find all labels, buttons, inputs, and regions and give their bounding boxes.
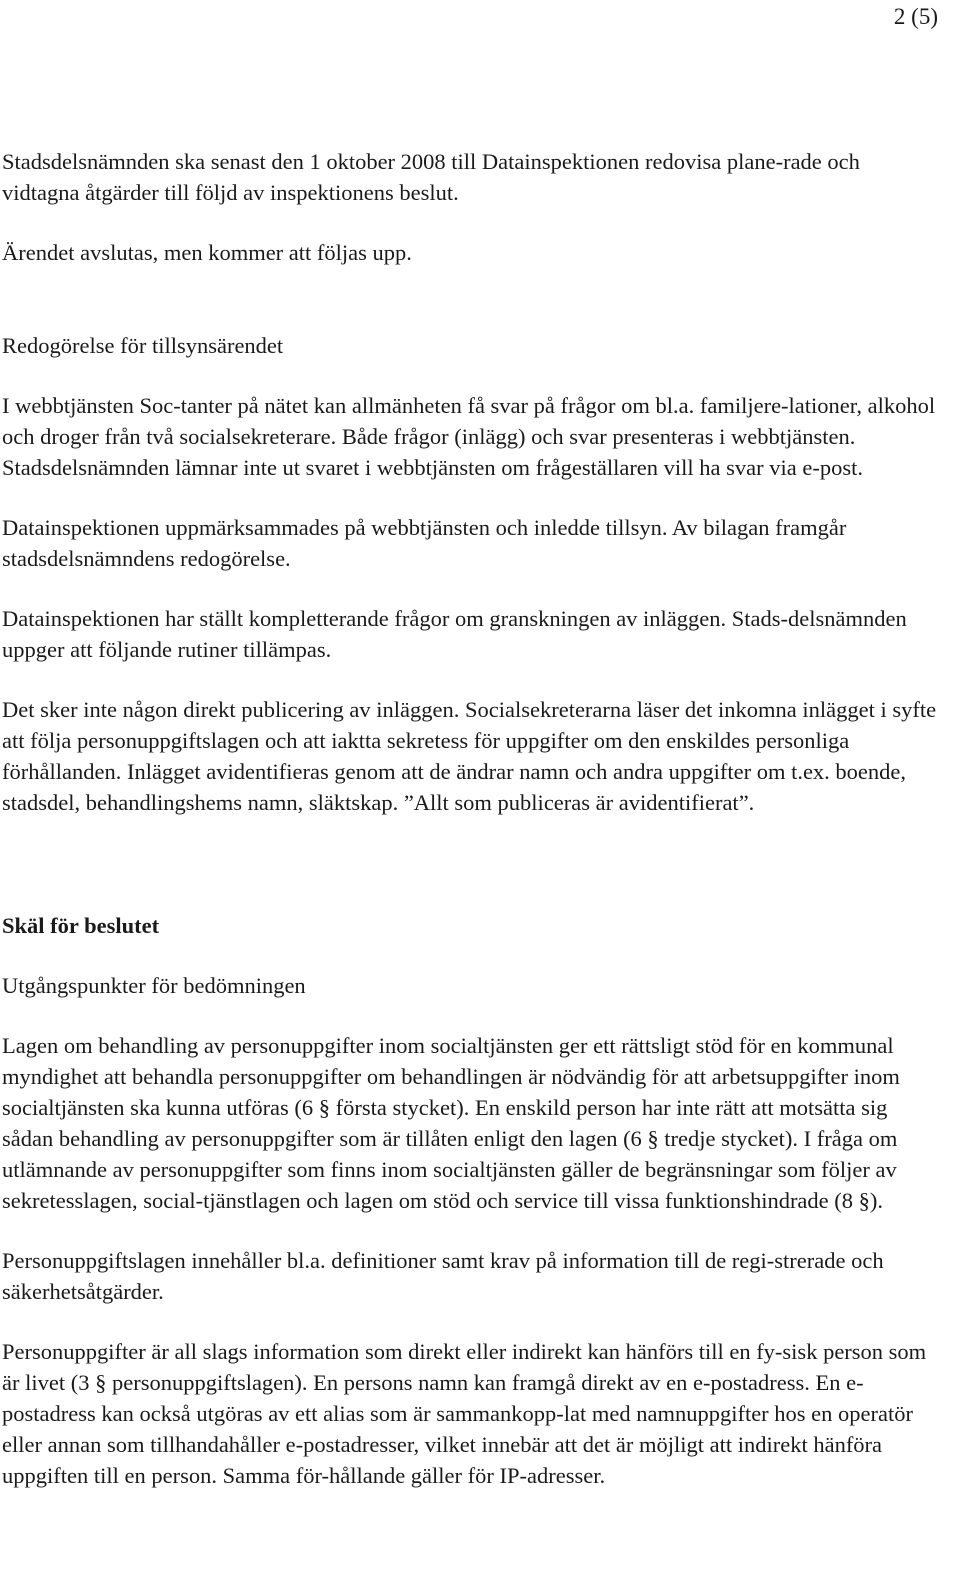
paragraph-routines: Det sker inte någon direkt publicering av inläggen. Socialsekreterarna läser det inkomna inlägget i syfte att följa personuppgiftslagen och att iaktta sekretess för uppgifter om den enskildes personliga förhållanden. Inlägget avidentifieras genom att de ändrar namn och andra uppgifter om t.ex. boende, stadsdel, behandlingshems namn, släktskap. ”Allt som publiceras är avidentifierat”. — [2, 697, 937, 815]
subheading-starting-points: Utgångspunkter för bedömningen — [2, 973, 306, 998]
paragraph-legal-basis: Lagen om behandling av personuppgifter inom socialtjänsten ger ett rättsligt stöd för en kommunal myndighet att behandla personuppgifter om behandlingen är nödvändig för att arbetsuppgifter inom socialtjänsten ska kunna utföras (6 § första stycket). En enskild person har inte rätt att motsätta sig sådan behandling av personuppgifter som är tillåten enligt den lagen (6 § tredje stycket). I fråga om utlämnande av personuppgifter som finns inom socialtjänsten gäller de begränsningar som följer av sekretesslagen, social-tjänstlagen och lagen om stöd och service till vissa funktionshindrade (8 §). — [2, 1033, 900, 1213]
paragraph-deadline: Stadsdelsnämnden ska senast den 1 oktober 2008 till Datainspektionen redovisa plane-rade och vidtagna åtgärder till följd av inspektionens beslut. — [2, 149, 860, 205]
paragraph-inspection-start: Datainspektionen uppmärksammades på webbtjänsten och inledde tillsyn. Av bilagan framgår stadsdelsnämndens redogörelse. — [2, 515, 847, 571]
heading-reasons: Skäl för beslutet — [2, 913, 160, 938]
paragraph-case-closed: Ärendet avslutas, men kommer att följas upp. — [2, 240, 412, 265]
paragraph-supplementary-questions: Datainspektionen har ställt kompletterande frågor om granskningen av inläggen. Stads-delsnämnden uppger att följande rutiner tillämpas. — [2, 606, 907, 662]
page-number: 2 (5) — [893, 4, 938, 29]
paragraph-pul-definitions: Personuppgiftslagen innehåller bl.a. definitioner samt krav på information till de regi-strerade och säkerhetsåtgärder. — [2, 1248, 884, 1304]
document-body — [2, 146, 942, 1491]
paragraph-webservice: I webbtjänsten Soc-tanter på nätet kan allmänheten få svar på frågor om bl.a. familjere-lationer, alkohol och droger från två socialsekreterare. Både frågor (inlägg) och svar presenteras i webbtjänsten. Stadsdelsnämnden lämnar inte ut svaret i webbtjänsten om frågeställaren vill ha svar via e-post. — [2, 393, 936, 480]
paragraph-personal-data: Personuppgifter är all slags information som direkt eller indirekt kan hänförs till en fy-sisk person som är livet (3 § personuppgiftslagen). En persons namn kan framgå direkt av en e-postadress. En e-postadress kan också utgöras av ett alias som är sammankopp-lat med namnuppgifter hos en operatör eller annan som tillhandahåller e-postadresser, vilket innebär att det är möjligt att indirekt hänföra uppgiften till en person. Samma för-hållande gäller för IP-adresser. — [2, 1339, 927, 1488]
heading-case-account: Redogörelse för tillsynsärendet — [2, 333, 284, 358]
